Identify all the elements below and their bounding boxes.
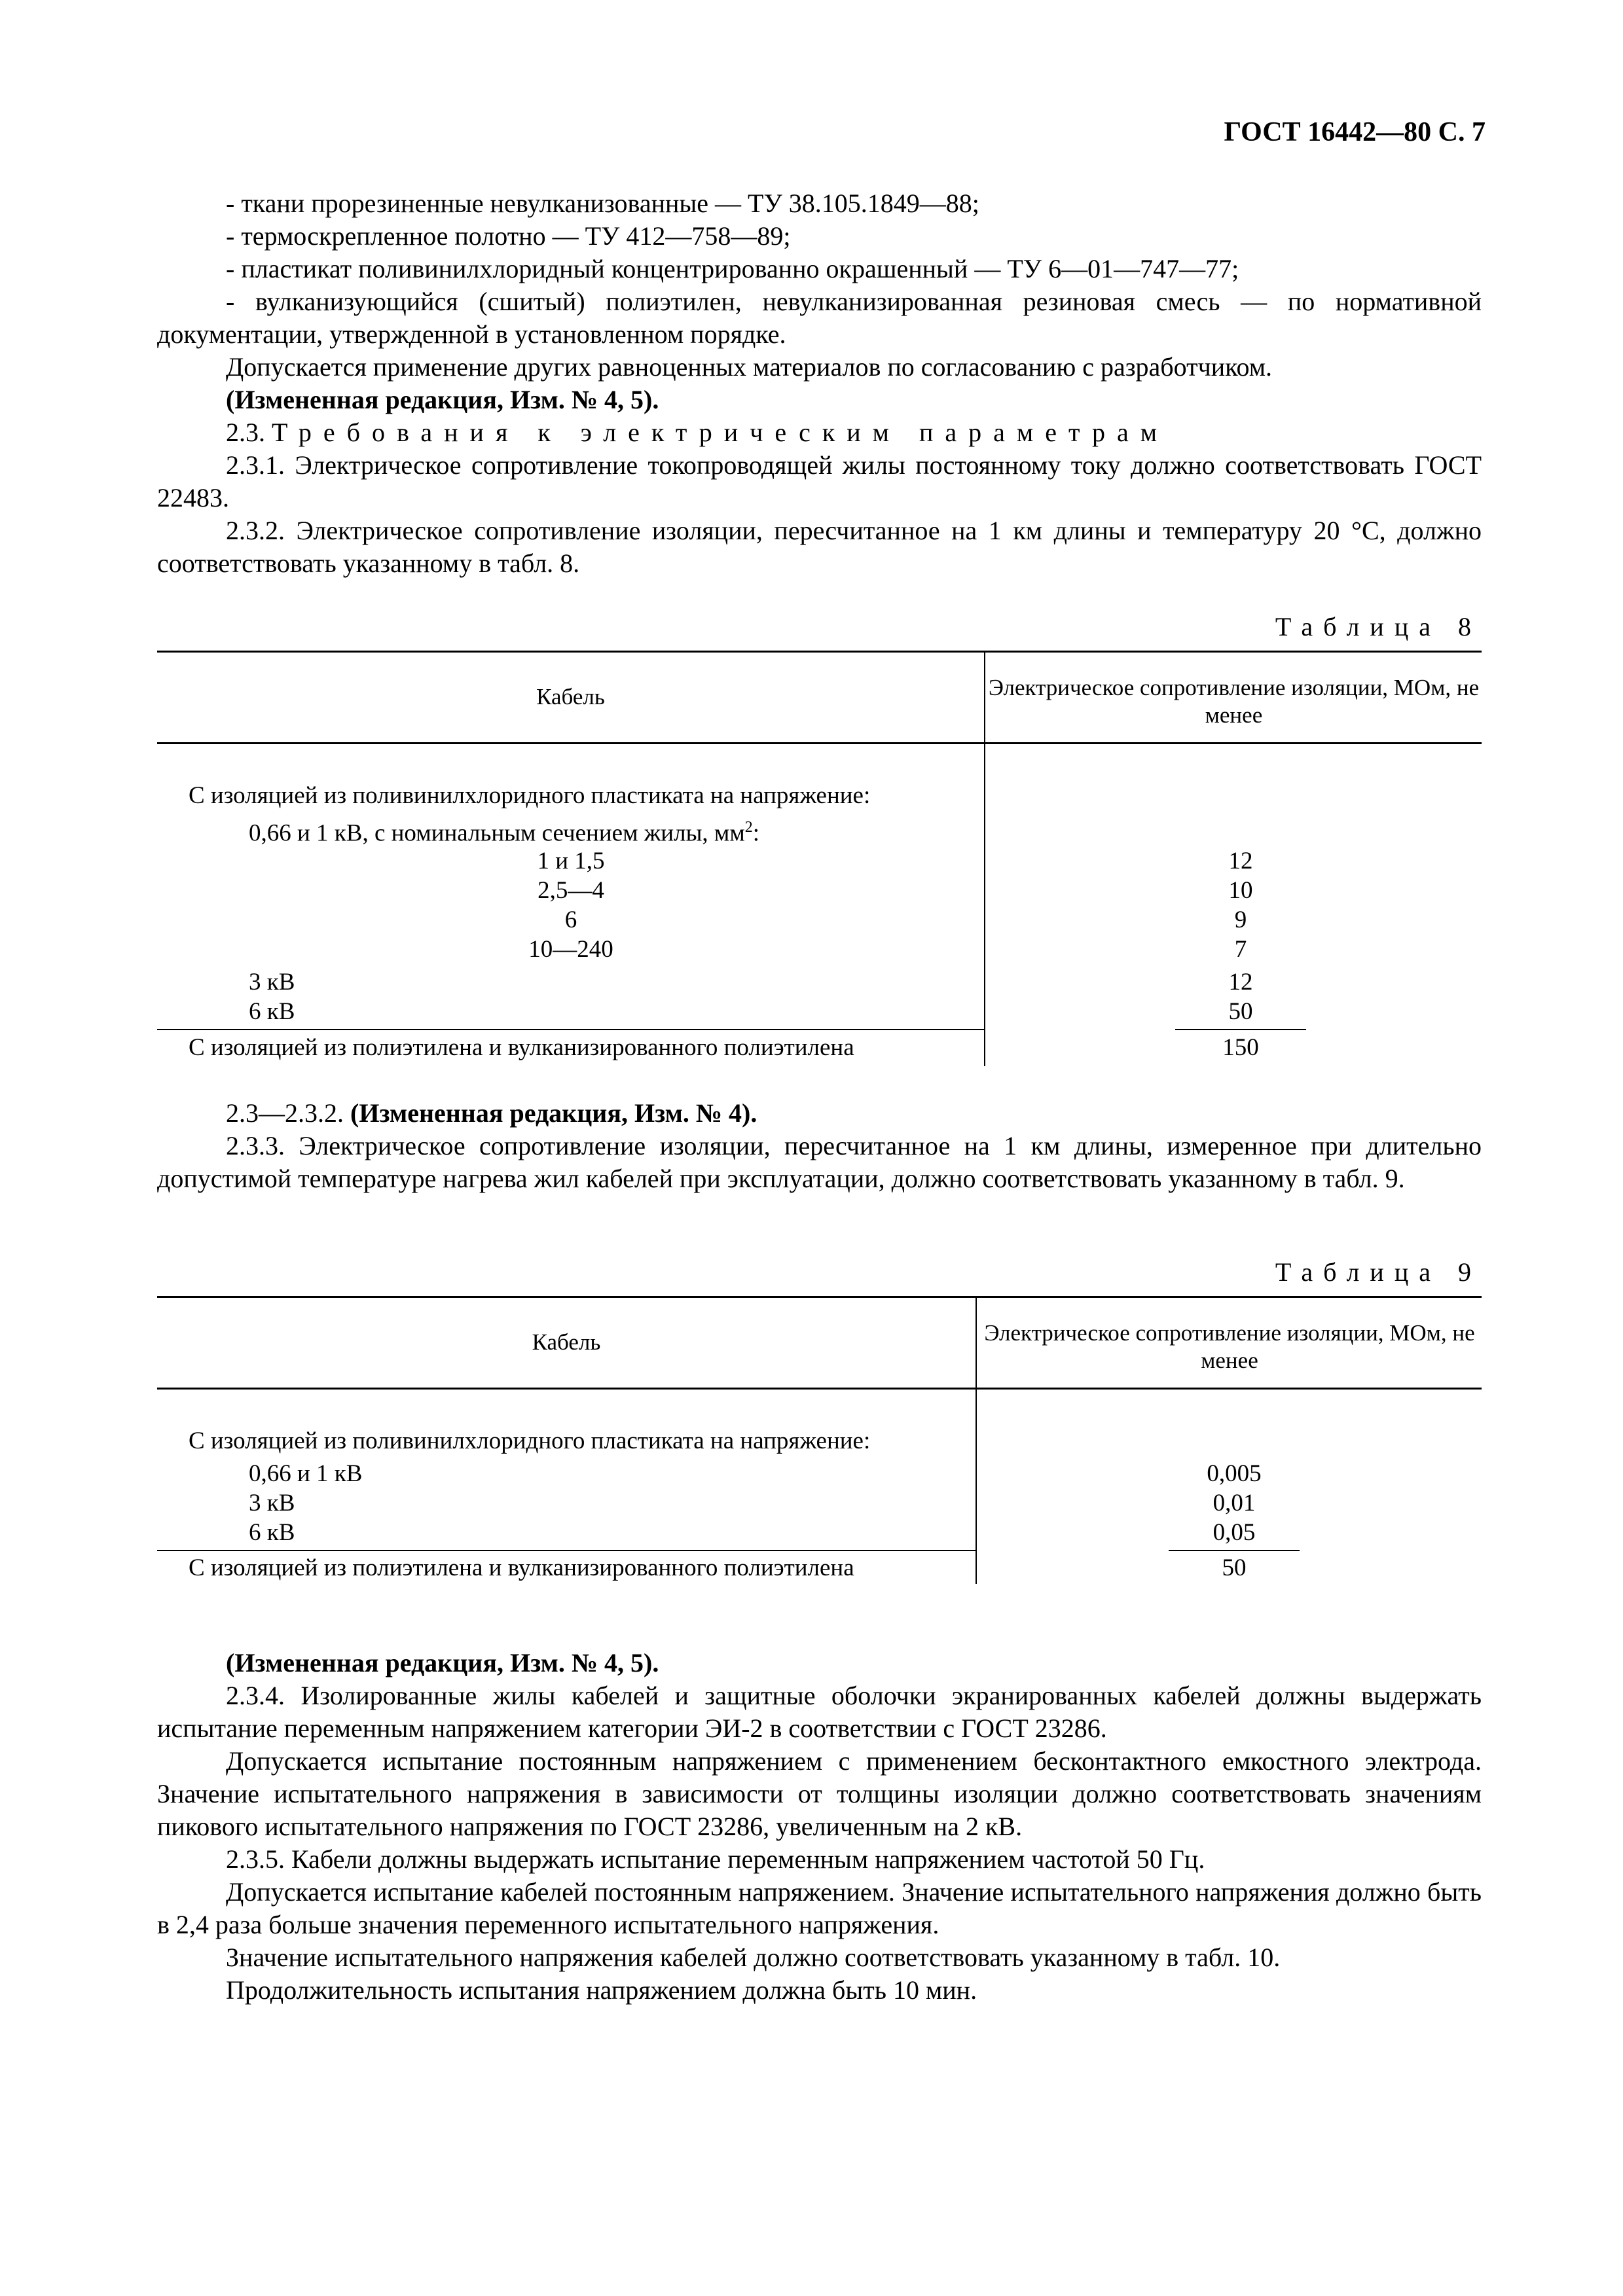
table-row-label: 6	[564, 906, 577, 933]
table-row-value: 9	[1234, 906, 1247, 933]
paragraph-duration: Продолжительность испытания напряжением должна быть 10 мин.	[226, 1975, 977, 2005]
page-header: ГОСТ 16442—80 С. 7	[1224, 117, 1486, 147]
table-row-label: 6 кВ	[249, 1519, 295, 1546]
amendment-note: (Измененная редакция, Изм. № 4, 5).	[226, 1648, 659, 1677]
table-row-value: 50	[1228, 998, 1253, 1025]
table-row-rule	[157, 1029, 984, 1030]
table-rule	[157, 742, 1482, 744]
table-row-rule	[157, 1550, 976, 1551]
table-row-value: 0,01	[1213, 1490, 1256, 1516]
table-rule	[157, 1388, 1482, 1390]
table-8-header-cable: Кабель	[536, 684, 605, 709]
paragraph-table-10: Значение испытательного напряжения кабелей должно соответствовать указанному в табл. 10.	[226, 1943, 1281, 1972]
table-9-header-resistance: Электрическое сопротивление изоляции, МОм, не менее	[984, 1320, 1475, 1373]
table-9-header-cable: Кабель	[532, 1329, 601, 1355]
table-rule	[157, 1296, 1482, 1298]
table-row-rule	[1169, 1550, 1300, 1551]
table-8-header-resistance: Электрическое сопротивление изоляции, МОм, не менее	[988, 675, 1480, 728]
paragraph-2-3-1: 2.3.1. Электрическое сопротивление токопроводящей жилы постоянному току должно соответствовать ГОСТ 22483.	[157, 450, 1482, 512]
table-row-label: С изоляцией из полиэтилена и вулканизированного полиэтилена	[189, 1034, 854, 1061]
table-row-value: 150	[1222, 1034, 1259, 1061]
paragraph-2-3-2: 2.3.2. Электрическое сопротивление изоляции, пересчитанное на 1 км длины и температуру 20 °С, должно соответствовать указанному в табл. 8.	[157, 516, 1482, 578]
section-number: 2.3.	[226, 418, 265, 447]
bottom-text-block	[157, 1647, 1482, 2007]
subgroup-text: 0,66 и 1 кВ, с номинальным сечением жилы, мм	[249, 819, 745, 847]
table-9-group-pvc: С изоляцией из поливинилхлоридного пластиката на напряжение:	[189, 1427, 871, 1454]
table-row-label: 10—240	[528, 936, 613, 963]
table-row-label: С изоляцией из полиэтилена и вулканизированного полиэтилена	[189, 1554, 854, 1581]
paragraph-2-3-5: 2.3.5. Кабели должны выдержать испытание переменным напряжением частотой 50 Гц.	[226, 1844, 1205, 1874]
table-8-subgroup-066	[249, 813, 759, 848]
table-row-rule	[1175, 1029, 1306, 1030]
middle-text-block	[157, 1097, 1482, 1195]
section-title: Требования к электрическим параметрам	[272, 418, 1169, 447]
table-row-label: 6 кВ	[249, 998, 295, 1025]
paragraph-dc-test: Допускается испытание постоянным напряжением с применением бесконтактного емкостного электрода. Значение испытательного напряжения в зависимости от толщины изоляции должно соответствовать значениям пикового испытательного напряжения по ГОСТ 23286, увеличенным на 2 кВ.	[157, 1746, 1482, 1841]
superscript: 2	[744, 819, 753, 836]
table-row-label: 3 кВ	[249, 1490, 295, 1516]
table-row-value: 10	[1228, 877, 1253, 904]
amendment-note: (Измененная редакция, Изм. № 4, 5).	[226, 385, 659, 414]
table-8-caption: Таблица 8	[1275, 612, 1482, 641]
section-heading-2-3	[157, 416, 1482, 449]
table-row-label: 3 кВ	[249, 969, 295, 996]
list-item: - ткани прорезиненные невулканизованные — ТУ 38.105.1849—88;	[226, 188, 979, 218]
table-rule	[157, 651, 1482, 653]
table-9	[157, 1296, 1482, 1597]
table-row-value: 12	[1228, 969, 1253, 996]
table-row-label: 2,5—4	[538, 877, 604, 904]
table-row-value: 0,05	[1213, 1519, 1256, 1546]
table-column-divider	[976, 1296, 977, 1584]
table-row-value: 7	[1234, 936, 1247, 963]
table-row-value: 0,005	[1207, 1460, 1262, 1487]
paragraph-other-materials: Допускается применение других равноценных материалов по согласованию с разработчиком.	[226, 352, 1273, 382]
list-item: - пластикат поливинилхлоридный концентрированно окрашенный — ТУ 6—01—747—77;	[226, 254, 1239, 283]
amendment-note	[157, 1097, 1482, 1130]
paragraph-2-3-3: 2.3.3. Электрическое сопротивление изоляции, пересчитанное на 1 км длины, измеренное при длительно допустимой температуре нагрева жил кабелей при эксплуатации, должно соответствовать указанному в табл. 9.	[157, 1131, 1482, 1193]
list-item: - вулканизующийся (сшитый) полиэтилен, невулканизированная резиновая смесь — по нормативной документации, утвержденной в установленном порядке.	[157, 287, 1482, 349]
table-8	[157, 651, 1482, 1069]
paragraph-2-3-4: 2.3.4. Изолированные жилы кабелей и защитные оболочки экранированных кабелей должны выдержать испытание переменным напряжением категории ЭИ-2 в соответствии с ГОСТ 23286.	[157, 1681, 1482, 1743]
table-row-label: 0,66 и 1 кВ	[249, 1460, 363, 1487]
table-column-divider	[984, 651, 985, 1066]
list-item: - термоскрепленное полотно — ТУ 412—758—89;	[226, 221, 791, 251]
amendment-range: 2.3—2.3.2.	[226, 1098, 344, 1128]
table-9-caption: Таблица 9	[1275, 1257, 1482, 1287]
table-row-value: 50	[1222, 1554, 1247, 1581]
intro-text-block	[157, 187, 1482, 580]
paragraph-dc-allowed: Допускается испытание кабелей постоянным напряжением. Значение испытательного напряжения должно быть в 2,4 раза больше значения переменного испытательного напряжения.	[157, 1877, 1482, 1939]
table-row-label: 1 и 1,5	[537, 848, 605, 874]
amendment-text: (Измененная редакция, Изм. № 4).	[350, 1098, 757, 1128]
subgroup-colon: :	[752, 819, 760, 847]
table-8-group-pvc: С изоляцией из поливинилхлоридного пластиката на напряжение:	[189, 782, 871, 809]
table-row-value: 12	[1228, 848, 1253, 874]
